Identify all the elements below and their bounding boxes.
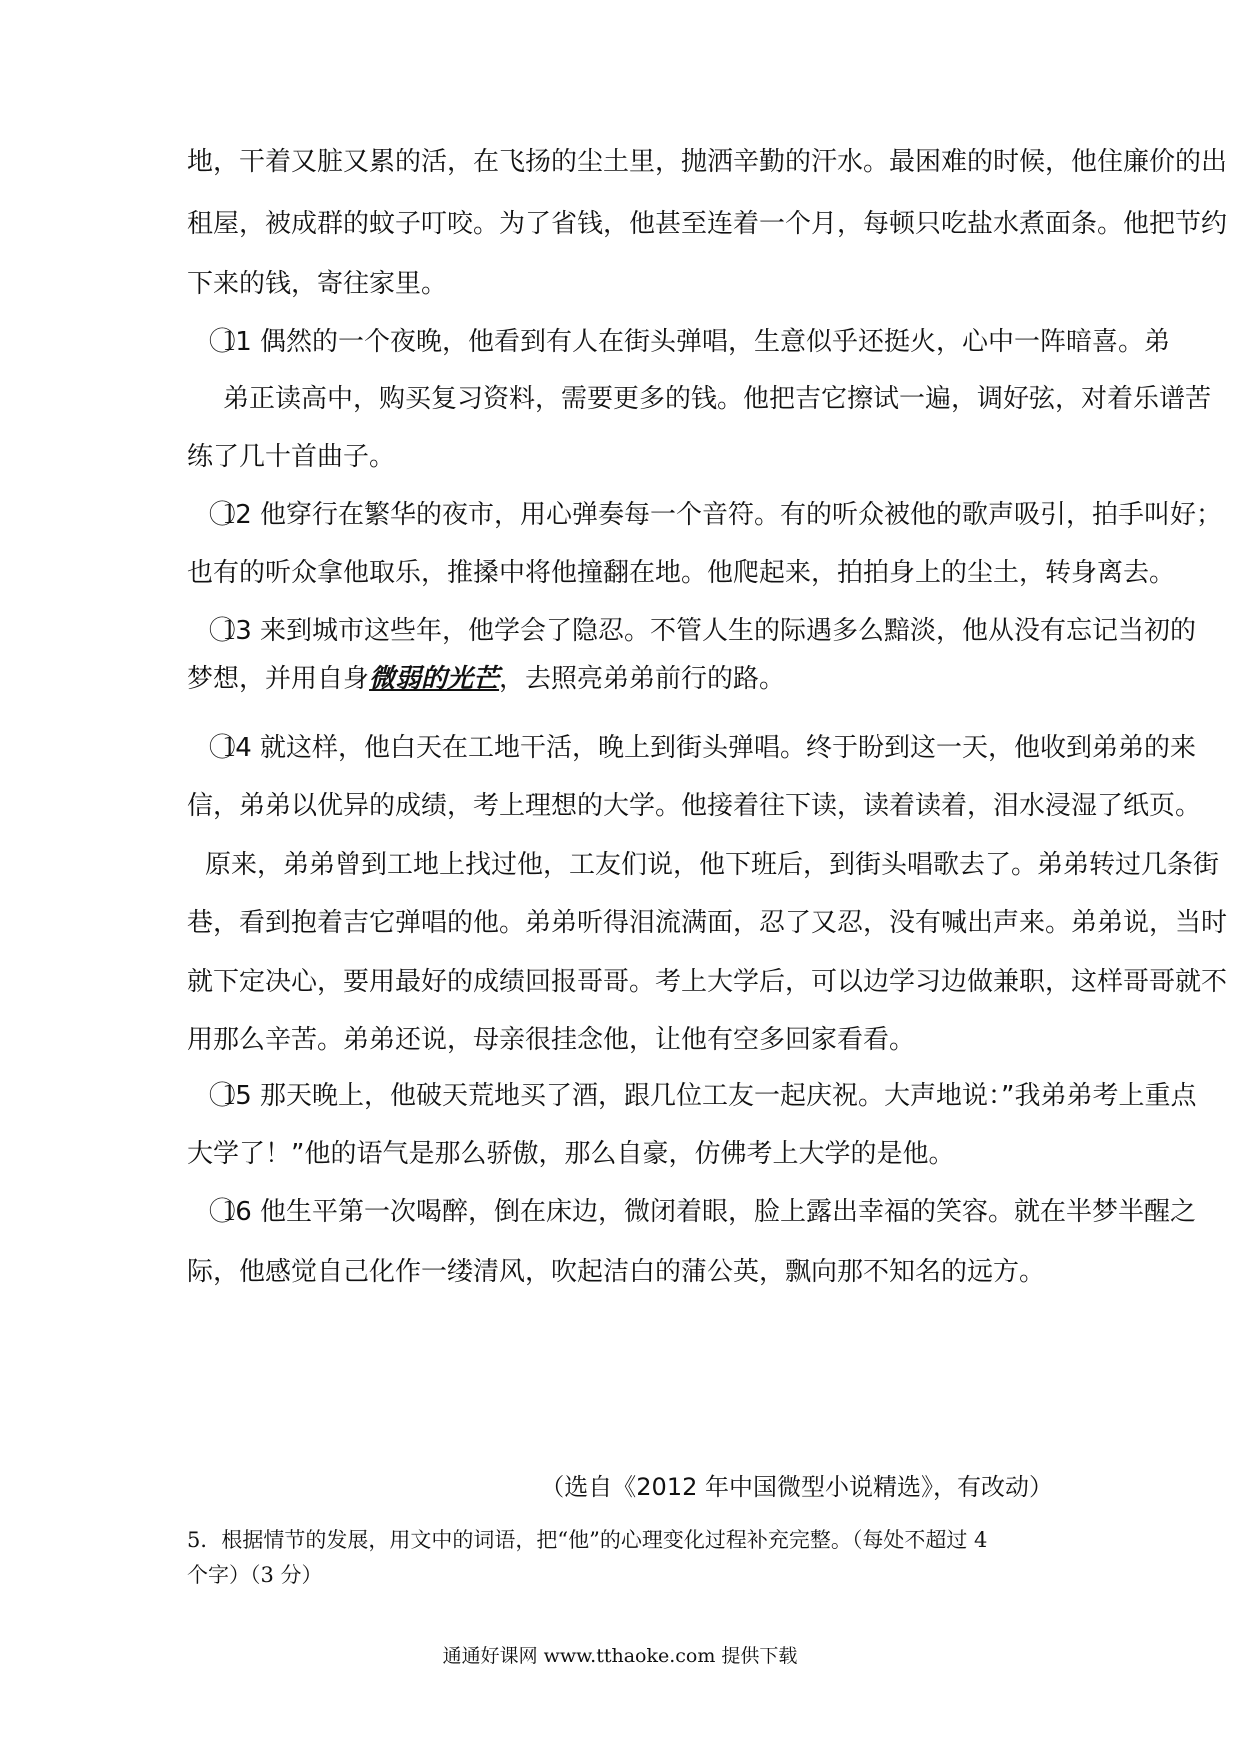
- paragraph-line: 也有的听众拿他取乐，推搡中将他撞翻在地。他爬起来，拍拍身上的尘土，转身离去。: [187, 558, 1176, 588]
- paragraph-line: 弟正读高中，购买复习资料，需要更多的钱。他把吉它擦试一遍，调好弦，对着乐谱苦: [223, 384, 1212, 414]
- question-5-line: 5．根据情节的发展，用文中的词语，把“他”的心理变化过程补充完整。（每处不超过 4: [187, 1528, 988, 1552]
- line-text: 梦想，并用自身: [187, 664, 370, 694]
- emphasized-phrase: 微弱的光芒: [369, 664, 500, 694]
- paragraph-line: 巷，看到抱着吉它弹唱的他。弟弟听得泪流满面，忍了又忍，没有喊出声来。弟弟说，当时: [187, 908, 1228, 938]
- paragraph-line: 练了几十首曲子。: [187, 442, 396, 472]
- paragraph-line: 际，他感觉自己化作一缕清风，吹起洁白的蒲公英，飘向那不知名的远方。: [187, 1257, 1046, 1287]
- paragraph-line: 地，干着又脏又累的活，在飞扬的尘土里，抛洒辛勤的汗水。最困难的时候，他住廉价的出: [187, 147, 1228, 177]
- paragraph-line: 1⃝4 就这样，他白天在工地干活，晚上到街头弹唱。终于盼到这一天，他收到弟弟的来: [223, 733, 1197, 763]
- paragraph-line: 1⃝1 偶然的一个夜晚，他看到有人在街头弹唱，生意似乎还挺火，心中一阵暗喜。弟: [223, 327, 1171, 357]
- paragraph-line: 原来，弟弟曾到工地上找过他，工友们说，他下班后，到街头唱歌去了。弟弟转过几条街: [205, 850, 1220, 880]
- paragraph-line: 信，弟弟以优异的成绩，考上理想的大学。他接着往下读，读着读着，泪水浸湿了纸页。: [187, 791, 1202, 821]
- paragraph-line: 1⃝6 他生平第一次喝醉，倒在床边，微闭着眼，脸上露出幸福的笑容。就在半梦半醒之: [223, 1197, 1197, 1227]
- paragraph-line: 1⃝3 来到城市这些年，他学会了隐忍。不管人生的际遇多么黯淡，他从没有忘记当初的: [223, 616, 1197, 646]
- line-text: ，去照亮弟弟前行的路。: [499, 664, 786, 694]
- paragraph-line: 就下定决心，要用最好的成绩回报哥哥。考上大学后，可以边学习边做兼职，这样哥哥就不: [187, 967, 1228, 997]
- paragraph-line: 大学了！”他的语气是那么骄傲，那么自豪，仿佛考上大学的是他。: [187, 1139, 955, 1169]
- paragraph-line: 用那么辛苦。弟弟还说，母亲很挂念他，让他有空多回家看看。: [187, 1025, 916, 1055]
- paragraph-line: 1⃝5 那天晚上，他破天荒地买了酒，跟几位工友一起庆祝。大声地说：”我弟弟考上重点: [223, 1081, 1197, 1111]
- paragraph-line: 租屋，被成群的蚊子叮咬。为了省钱，他甚至连着一个月，每顿只吃盐水煮面条。他把节约: [187, 209, 1228, 239]
- page-footer: 通通好课网 www.tthaoke.com 提供下载: [442, 1645, 798, 1667]
- paragraph-line: 1⃝2 他穿行在繁华的夜市，用心弹奏每一个音符。有的听众被他的歌声吸引，拍手叫好；: [223, 500, 1223, 530]
- paragraph-line: 下来的钱，寄往家里。: [187, 269, 448, 299]
- paragraph-line: [187, 662, 1057, 696]
- question-5-line: 个字）（3 分）: [187, 1563, 323, 1587]
- source-citation: （选自《2012 年中国微型小说精选》，有改动）: [540, 1473, 1053, 1501]
